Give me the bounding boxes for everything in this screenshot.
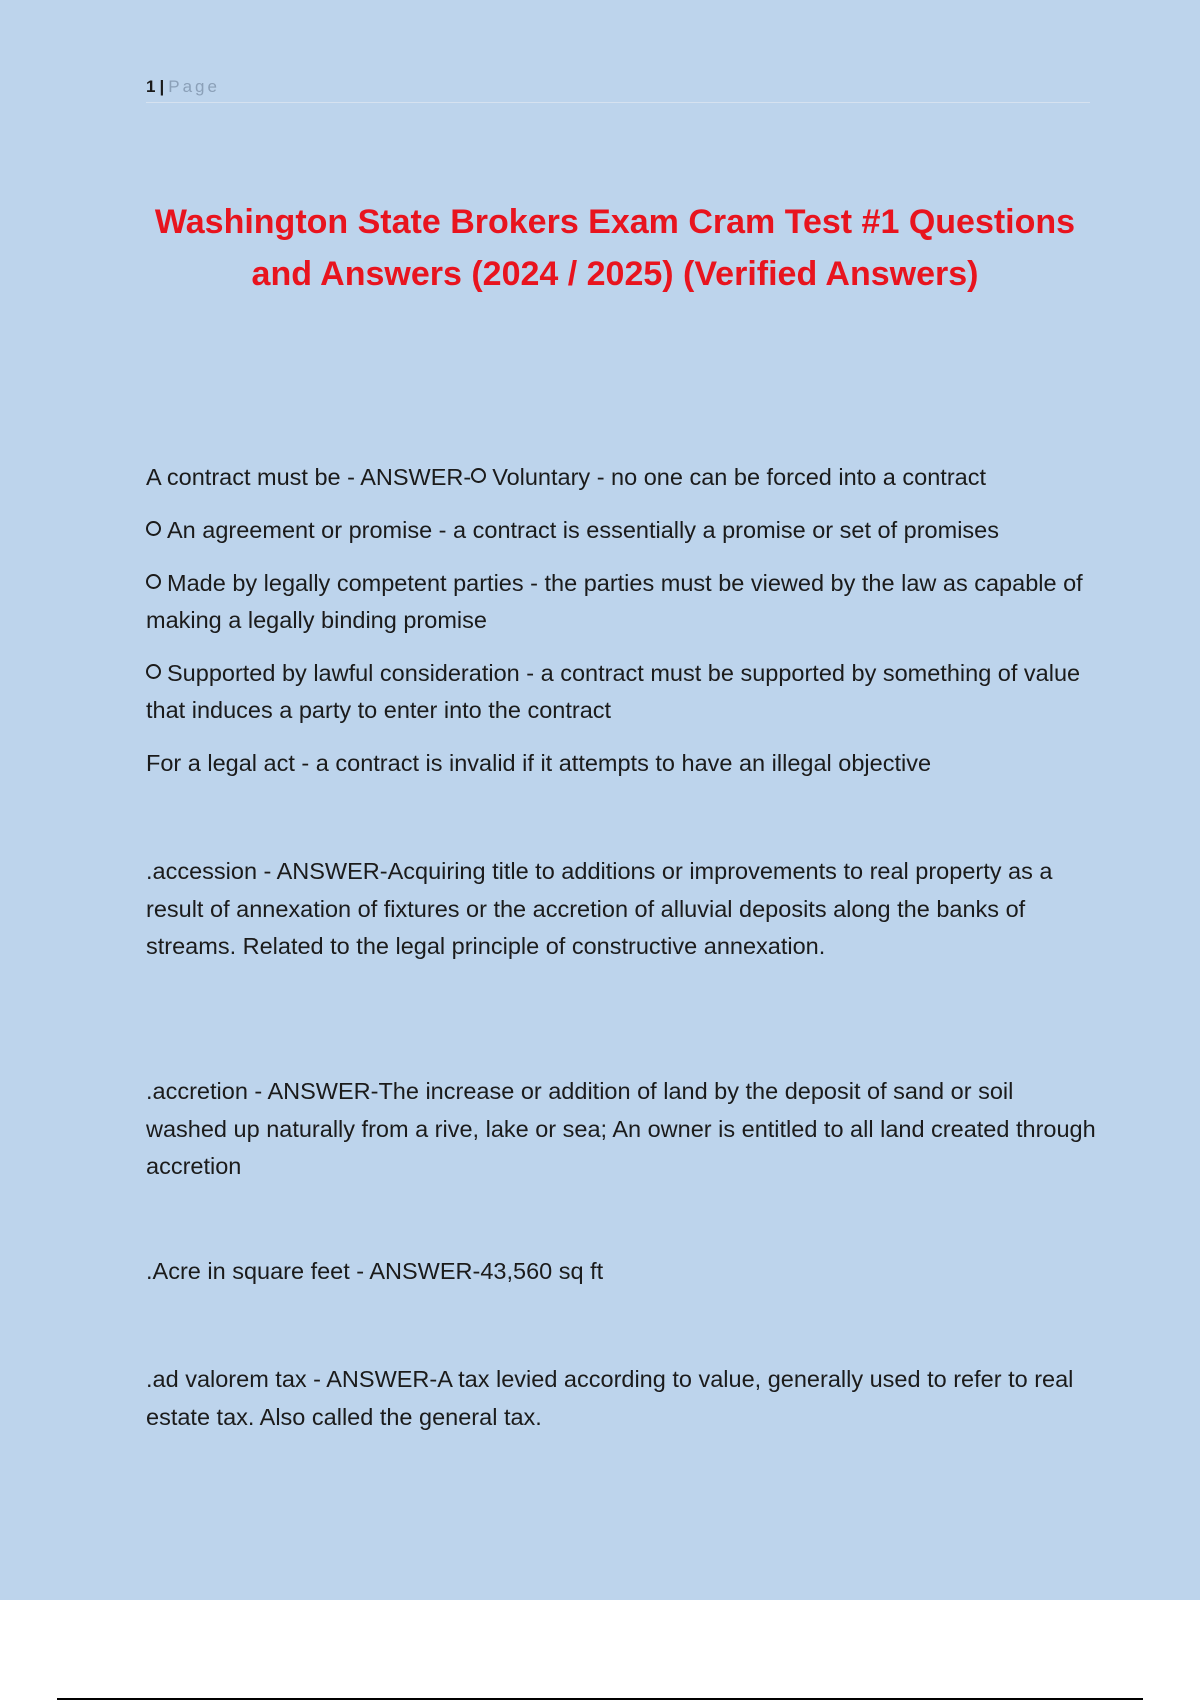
qa-entry-ad-valorem: .ad valorem tax - ANSWER-A tax levied according to value, generally used to refer to real estate tax. Also called the general tax. xyxy=(146,1366,1074,1430)
contract-intro-item: Voluntary - no one can be forced into a contract xyxy=(492,464,986,490)
contract-item-text: Supported by lawful consideration - a contract must be supported by something of value that induces a party to enter into the contract xyxy=(146,660,1081,723)
contract-item-text: Made by legally competent parties - the parties must be viewed by the law as capable of making a legally binding promise xyxy=(146,570,1083,633)
qa-entry-acre: .Acre in square feet - ANSWER-43,560 sq ft xyxy=(146,1258,604,1284)
page-header xyxy=(146,74,1090,103)
contract-item xyxy=(146,655,1096,729)
title-line-1: Washington State Brokers Exam Cram Test #1 Questions xyxy=(154,203,1076,241)
contract-item-text: An agreement or promise - a contract is essentially a promise or set of promises xyxy=(167,517,999,543)
contract-item xyxy=(146,512,1096,549)
hollow-bullet-icon xyxy=(146,521,161,536)
title-line-2: and Answers (2024 / 2025) (Verified Answers) xyxy=(251,255,979,293)
contract-intro-prefix: A contract must be - ANSWER- xyxy=(146,464,472,490)
document-title xyxy=(130,196,1100,300)
hollow-bullet-icon xyxy=(471,468,486,483)
header-separator: | xyxy=(159,77,165,96)
page-number: 1 xyxy=(146,77,156,96)
contract-intro xyxy=(146,459,1096,496)
page-label: Page xyxy=(168,77,220,96)
hollow-bullet-icon xyxy=(146,574,161,589)
contract-item xyxy=(146,565,1096,639)
qa-entry-accession: .accession - ANSWER-Acquiring title to additions or improvements to real property as a result of annexation of fixtures or the accretion of alluvial deposits along the banks of streams. Related to the legal principle of constructive annexation. xyxy=(146,858,1053,959)
qa-entry-accretion: .accretion - ANSWER-The increase or addition of land by the deposit of sand or soil washed up naturally from a rive, lake or sea; An owner is entitled to all land created through accretion xyxy=(146,1078,1096,1179)
hollow-bullet-icon xyxy=(146,664,161,679)
contract-requirements xyxy=(146,459,1096,798)
contract-last: For a legal act - a contract is invalid if it attempts to have an illegal objective xyxy=(146,750,932,776)
